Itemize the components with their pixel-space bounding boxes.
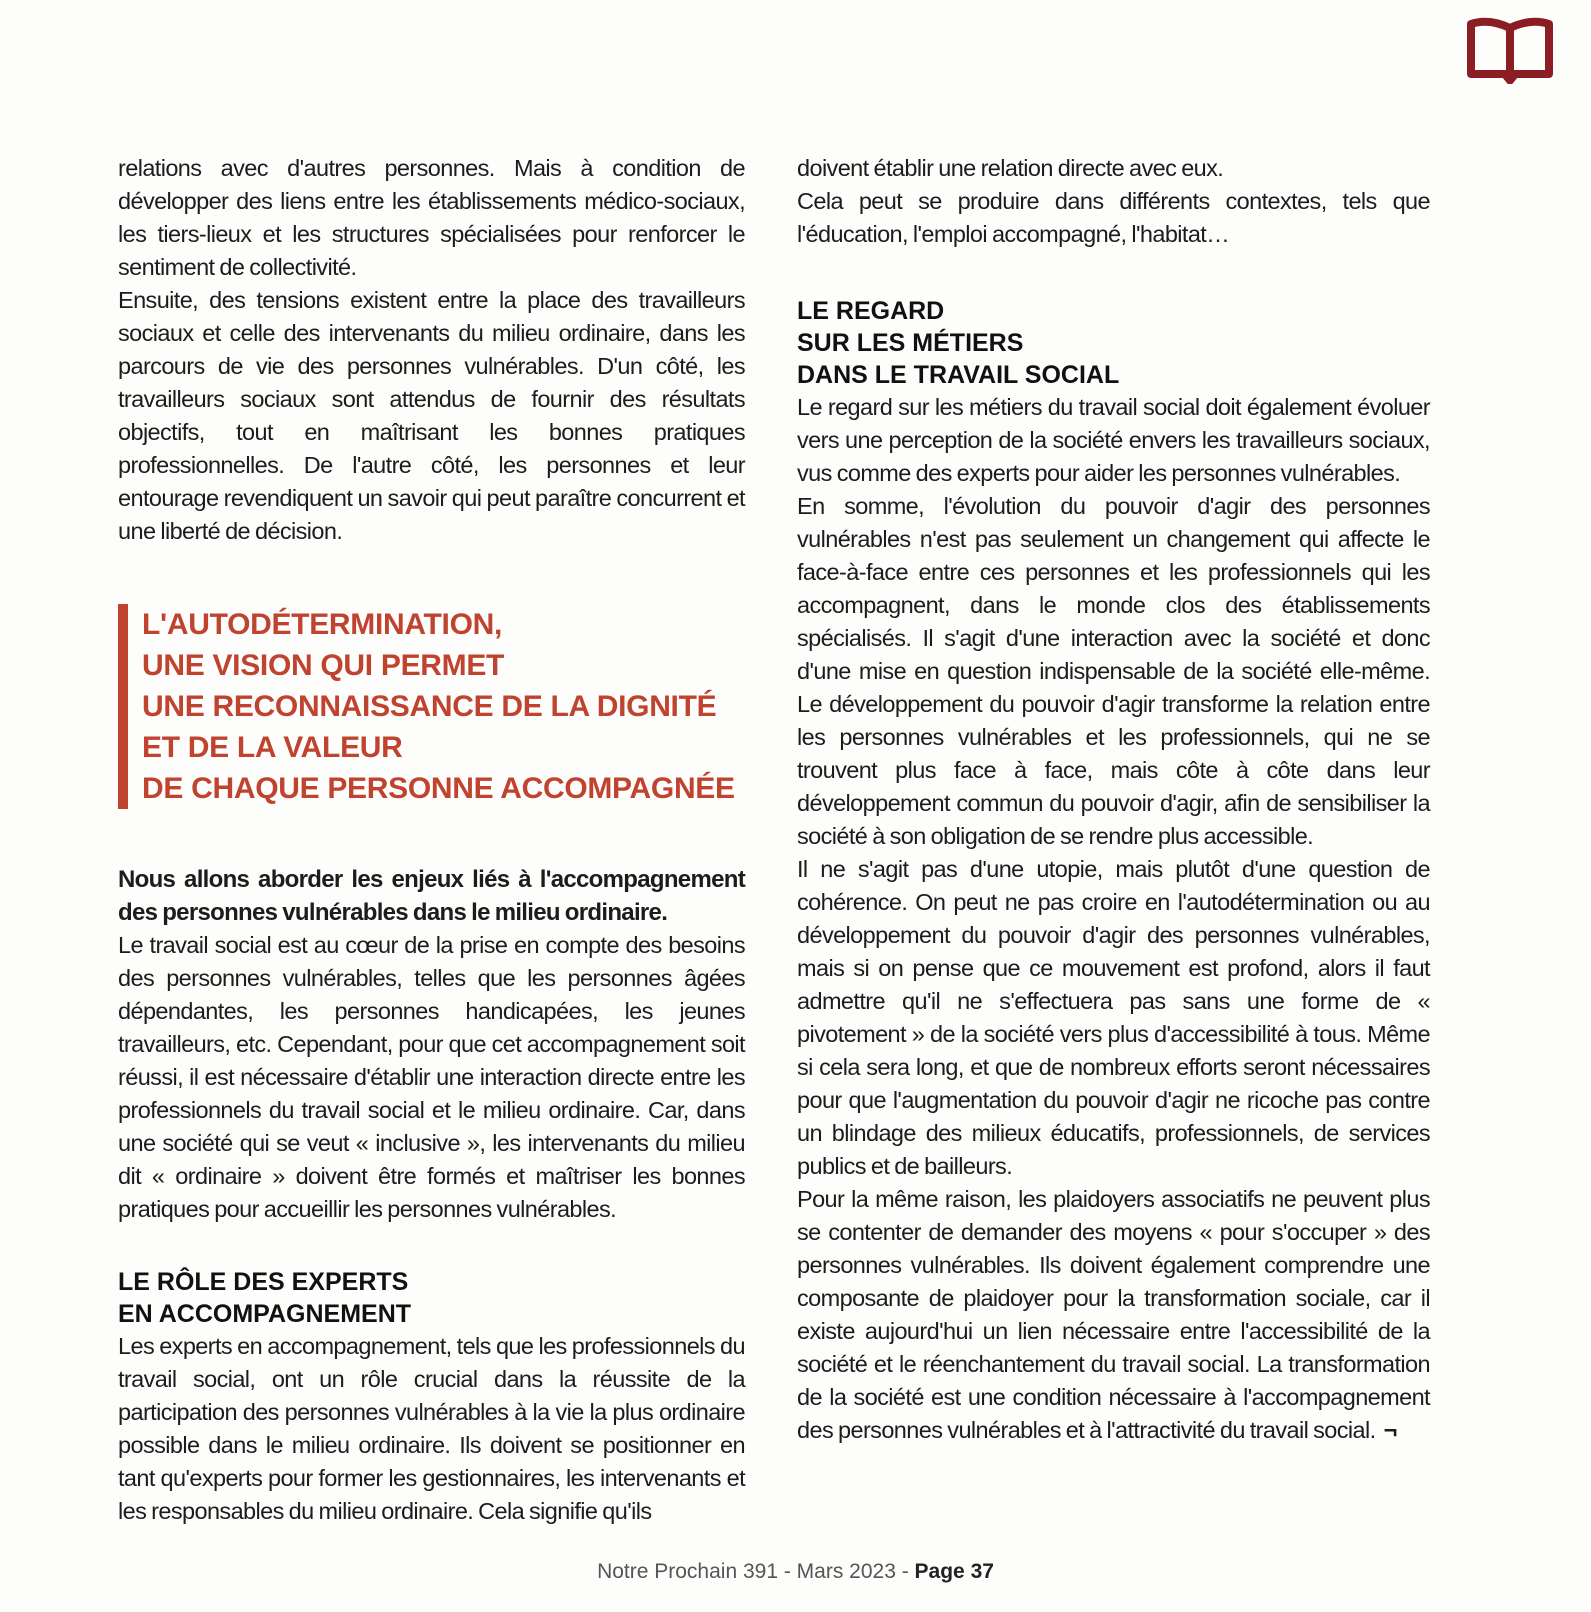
section-heading-line: SUR LES MÉTIERS — [797, 329, 1024, 357]
paragraph: Ensuite, des tensions existent entre la place des travailleurs sociaux et celle des intervenants du milieu ordinaire, dans les parcours de vie des personnes vulnérables. D'un côté, les travailleurs sociaux sont attendus de fournir des résultats objectifs, tout en maîtrisant les bonnes pratiques professionnelles. De l'autre côté, les personnes et leur entourage revendiquent un savoir qui peut paraître concurrent et une liberté de décision. — [118, 287, 745, 544]
paragraph: relations avec d'autres personnes. Mais à condition de développer des liens entre les établissements médico-sociaux, les tiers-lieux et les structures spécialisées pour renforcer le sentiment de collectivité. — [118, 155, 745, 280]
paragraph: Les experts en accompagnement, tels que les professionnels du travail social, ont un rôle crucial dans la réussite de la participation des personnes vulnérables à la vie la plus ordinaire possible dans le milieu ordinaire. Ils doivent se positionner en tant qu'experts pour former les gestionnaires, les intervenants et les responsables du milieu ordinaire. Cela signifie qu'ils — [118, 1333, 745, 1524]
paragraph-text: Pour la même raison, les plaidoyers associatifs ne peuvent plus se contenter de demander des moyens « pour s'occuper » des personnes vulnérables. Ils doivent également comprendre une composante de plaidoyer pour la transformation sociale, car il existe aujourd'hui un lien nécessaire entre l'accessibilité de la société et le réenchantement du travail social. La transformation de la société est une condition nécessaire à l'accompagnement des personnes vulnérables et à l'attractivité du travail social. — [797, 1186, 1430, 1443]
paragraph: Il ne s'agit pas d'une utopie, mais plutôt d'une question de cohérence. On peut ne pas croire en l'autodétermination ou au développement du pouvoir d'agir des personnes vulnérables, mais si on pense que ce mouvement est profond, alors il faut admettre qu'il ne s'effectuera pas sans une forme de « pivotement » de la société vers plus d'accessibilité à tous. Même si cela sera long, et que de nombreux efforts seront nécessaires pour que l'augmentation du pouvoir d'agir ne ricoche pas contre un blindage des milieux éducatifs, professionnels, de services publics et de bailleurs. — [797, 856, 1430, 1179]
section-heading-line: DANS LE TRAVAIL SOCIAL — [797, 361, 1120, 389]
paragraph: Le regard sur les métiers du travail social doit également évoluer vers une perception de la société envers les travailleurs sociaux, vus comme des experts pour aider les personnes vulnérables. — [797, 394, 1430, 486]
section-heading-line: LE RÔLE DES EXPERTS — [118, 1268, 409, 1296]
right-column — [797, 152, 1430, 1447]
section-heading — [118, 1266, 745, 1330]
section-heading — [797, 295, 1430, 391]
paragraph: Cela peut se produire dans différents contextes, tels que l'éducation, l'emploi accompagné, l'habitat… — [797, 188, 1430, 247]
pull-quote-line: DE CHAQUE PERSONNE ACCOMPAGNÉE — [142, 772, 735, 805]
left-column — [118, 152, 745, 1528]
book-icon — [1465, 14, 1555, 84]
lead-paragraph: Nous allons aborder les enjeux liés à l'accompagnement des personnes vulnérables dans le milieu ordinaire. — [118, 866, 745, 926]
end-of-article-mark: ¬ — [1383, 1417, 1397, 1443]
pull-quote-line: ET DE LA VALEUR — [142, 731, 403, 764]
section-heading-line: LE REGARD — [797, 297, 945, 325]
section-heading-line: EN ACCOMPAGNEMENT — [118, 1300, 412, 1328]
paragraph: doivent établir une relation directe avec eux. — [797, 155, 1224, 181]
paragraph: Le travail social est au cœur de la prise en compte des besoins des personnes vulnérables, telles que les personnes âgées dépendantes, les personnes handicapées, les jeunes travailleurs, etc. Cependant, pour que cet accompagnement soit réussi, il est nécessaire d'établir une interaction directe entre les professionnels du travail social et le milieu ordinaire. Car, dans une société qui se veut « inclusive », les intervenants du milieu dit « ordinaire » doivent être formés et maîtriser les bonnes pratiques pour accueillir les personnes vulnérables. — [118, 932, 745, 1222]
pull-quote-line: UNE RECONNAISSANCE DE LA DIGNITÉ — [142, 690, 717, 723]
pull-quote-line: UNE VISION QUI PERMET — [142, 649, 505, 682]
page-number: Page 37 — [914, 1560, 994, 1583]
pull-quote — [118, 604, 745, 809]
publication-info: Notre Prochain 391 - Mars 2023 - — [597, 1560, 915, 1583]
paragraph — [797, 1183, 1430, 1447]
paragraph: En somme, l'évolution du pouvoir d'agir des personnes vulnérables n'est pas seulement un changement qui affecte le face-à-face entre ces personnes et les professionnels qui les accompagnent, dans le monde clos des établissements spécialisés. Il s'agit d'une interaction avec la société et donc d'une mise en question indispensable de la société elle-même. Le développement du pouvoir d'agir transforme la relation entre les personnes vulnérables et les professionnels, qui ne se trouvent plus face à face, mais côte à côte dans leur développement commun du pouvoir d'agir, afin de sensibiliser la société à son obligation de se rendre plus accessible. — [797, 493, 1430, 849]
page-footer — [0, 1560, 1591, 1584]
pull-quote-line: L'AUTODÉTERMINATION, — [142, 608, 503, 641]
